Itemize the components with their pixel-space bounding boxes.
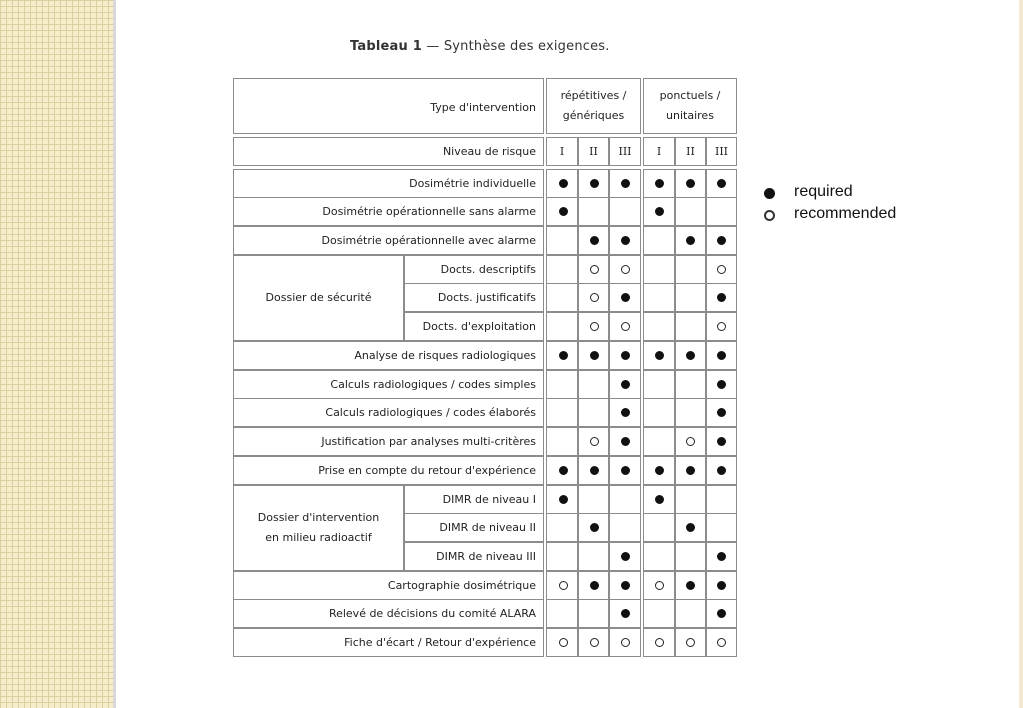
mark-cell (706, 513, 737, 542)
required-dot-icon (717, 466, 726, 475)
recommended-circle-icon (686, 638, 695, 647)
recommended-circle-icon (655, 638, 664, 647)
recommended-circle-icon (717, 322, 726, 331)
required-dot-icon (717, 293, 726, 302)
mark-cell (578, 370, 609, 399)
header-group1-label (546, 80, 641, 132)
required-dot-icon (559, 495, 568, 504)
row-group-line: Dossier de sécurité (265, 291, 372, 304)
legend-recommended-label: recommended (794, 205, 897, 222)
mark-cell (675, 312, 706, 341)
mark-cell (643, 398, 675, 427)
right-decorative-strip (1019, 0, 1023, 708)
caption-number: Tableau 1 (350, 39, 422, 54)
required-dot-icon (621, 380, 630, 389)
mark-cell (546, 226, 578, 255)
mark-cell (546, 599, 578, 628)
row-label: Relevé de décisions du comité ALARA (328, 606, 536, 620)
required-dot-icon (717, 380, 726, 389)
row-label: Docts. justificatifs (437, 290, 536, 304)
required-dot-icon (590, 351, 599, 360)
mark-cell (578, 197, 609, 226)
header-group1-line: répétitives / (560, 89, 627, 102)
header-group1-line: génériques (562, 109, 625, 122)
mark-cell (643, 226, 675, 255)
row-label: DIMR de niveau II (439, 520, 536, 534)
mark-cell (643, 370, 675, 399)
mark-cell (675, 398, 706, 427)
required-dot-icon (686, 466, 695, 475)
mark-cell (578, 485, 609, 514)
required-dot-icon (655, 179, 664, 188)
recommended-circle-icon (717, 638, 726, 647)
mark-cell (546, 427, 578, 456)
header-group2-line: unitaires (666, 109, 714, 122)
required-dot-icon (559, 179, 568, 188)
header-level-label: I (656, 144, 662, 158)
required-dot-icon (717, 437, 726, 446)
row-group-label (233, 255, 404, 341)
required-dot-icon (621, 236, 630, 245)
row-group-line: en milieu radioactif (265, 531, 372, 544)
required-dot-icon (686, 179, 695, 188)
mark-cell (643, 427, 675, 456)
header-level-label: III (714, 144, 729, 158)
required-dot-icon (717, 236, 726, 245)
table-caption (350, 39, 610, 54)
mark-cell (643, 312, 675, 341)
required-dot-icon (621, 466, 630, 475)
recommended-circle-icon (621, 322, 630, 331)
row-group-label (233, 485, 404, 571)
row-label: Justification par analyses multi-critères (321, 434, 536, 448)
caption-text: — Synthèse des exigences. (421, 39, 610, 54)
mark-cell (609, 197, 641, 226)
required-dot-icon (590, 581, 599, 590)
required-dot-icon (717, 552, 726, 561)
required-dot-icon (686, 351, 695, 360)
recommended-circle-icon (559, 638, 568, 647)
row-label: DIMR de niveau I (442, 492, 536, 506)
row-label: Dosimétrie opérationnelle sans alarme (322, 204, 536, 218)
row-label: Fiche d'écart / Retour d'expérience (344, 635, 536, 649)
mark-cell (578, 542, 609, 571)
header-level-label: II (686, 144, 695, 158)
required-dot-icon (621, 408, 630, 417)
required-dot-icon (621, 351, 630, 360)
required-dot-icon (686, 523, 695, 532)
mark-cell (546, 255, 578, 284)
required-dot-icon (621, 552, 630, 561)
required-dot-icon (621, 581, 630, 590)
required-dot-icon (590, 236, 599, 245)
required-dot-icon (621, 293, 630, 302)
required-dot-icon (717, 581, 726, 590)
mark-cell (706, 197, 737, 226)
mark-cell (675, 542, 706, 571)
row-label: Prise en compte du retour d'expérience (318, 463, 536, 477)
recommended-circle-icon (559, 581, 568, 590)
mark-cell (643, 542, 675, 571)
open-circle-icon (764, 210, 775, 221)
mark-cell (609, 485, 641, 514)
required-dot-icon (655, 495, 664, 504)
recommended-circle-icon (590, 265, 599, 274)
mark-cell (546, 312, 578, 341)
required-dot-icon (559, 207, 568, 216)
mark-cell (675, 485, 706, 514)
mark-cell (578, 398, 609, 427)
header-level-label: II (589, 144, 598, 158)
row-group-line: Dossier d'intervention (257, 511, 380, 524)
header-level-label: I (559, 144, 565, 158)
legend-required-label: required (794, 183, 853, 200)
row-label: Calculs radiologiques / codes simples (330, 377, 536, 391)
required-dot-icon (717, 609, 726, 618)
mark-cell (675, 283, 706, 312)
recommended-circle-icon (590, 638, 599, 647)
header-level-label: III (618, 144, 632, 158)
mark-cell (546, 283, 578, 312)
required-dot-icon (686, 581, 695, 590)
mark-cell (675, 197, 706, 226)
row-label: Calculs radiologiques / codes élaborés (325, 405, 536, 419)
mark-cell (706, 485, 737, 514)
required-dot-icon (686, 236, 695, 245)
row-label: Docts. d'exploitation (422, 319, 536, 333)
row-label: Analyse de risques radiologiques (354, 348, 536, 362)
header-group2-label (643, 80, 737, 132)
mark-cell (675, 370, 706, 399)
recommended-circle-icon (717, 265, 726, 274)
recommended-circle-icon (621, 638, 630, 647)
mark-cell (643, 513, 675, 542)
required-dot-icon (559, 466, 568, 475)
mark-cell (643, 255, 675, 284)
strip-edge (113, 0, 116, 708)
row-label: DIMR de niveau III (436, 549, 536, 563)
required-dot-icon (655, 351, 664, 360)
mark-cell (643, 283, 675, 312)
recommended-circle-icon (686, 437, 695, 446)
mark-cell (578, 599, 609, 628)
required-dot-icon (559, 351, 568, 360)
required-dot-icon (717, 408, 726, 417)
required-dot-icon (621, 179, 630, 188)
recommended-circle-icon (621, 265, 630, 274)
recommended-circle-icon (590, 293, 599, 302)
required-dot-icon (717, 351, 726, 360)
mark-cell (546, 513, 578, 542)
row-label: Dosimétrie individuelle (409, 176, 536, 190)
left-decorative-strip (0, 0, 113, 708)
mark-cell (546, 370, 578, 399)
recommended-circle-icon (590, 437, 599, 446)
recommended-circle-icon (590, 322, 599, 331)
row-label: Cartographie dosimétrique (387, 578, 536, 592)
required-dot-icon (655, 207, 664, 216)
row-label: Dosimétrie opérationnelle avec alarme (321, 233, 536, 247)
mark-cell (675, 599, 706, 628)
required-dot-icon (655, 466, 664, 475)
mark-cell (643, 599, 675, 628)
header-group2-line: ponctuels / (659, 89, 721, 102)
mark-cell (546, 542, 578, 571)
required-dot-icon (621, 609, 630, 618)
row-label: Docts. descriptifs (440, 262, 536, 276)
required-dot-icon (621, 437, 630, 446)
required-dot-icon (590, 179, 599, 188)
header-type-label: Type d'intervention (430, 101, 536, 114)
header-risk-label: Niveau de risque (442, 144, 536, 158)
required-dot-icon (590, 466, 599, 475)
required-dot-icon (590, 523, 599, 532)
required-dot-icon (717, 179, 726, 188)
recommended-circle-icon (655, 581, 664, 590)
filled-dot-icon (764, 188, 775, 199)
mark-cell (546, 398, 578, 427)
mark-cell (609, 513, 641, 542)
mark-cell (675, 255, 706, 284)
